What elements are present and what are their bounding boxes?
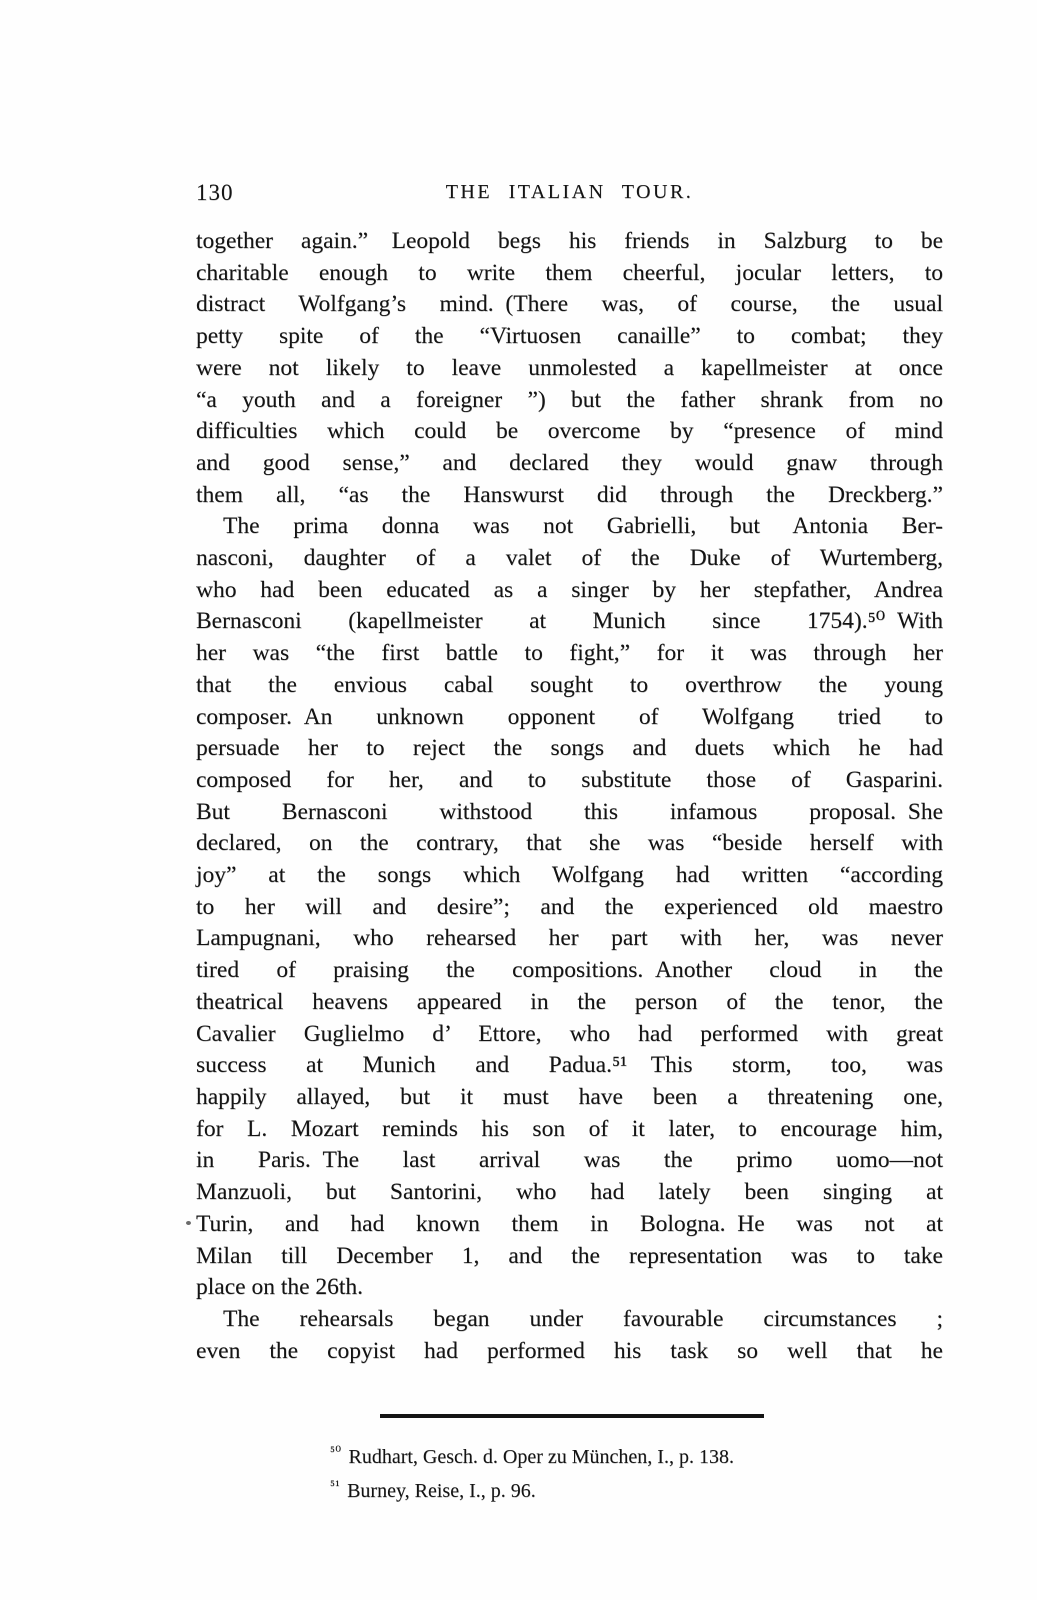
footnote-marker: ⁵⁰ <box>330 1445 342 1460</box>
body-line: place on the 26th. <box>196 1274 364 1301</box>
footnote-rule <box>380 1414 764 1418</box>
body-line: her was “the first battle to fight,” for it was through her <box>196 640 943 667</box>
body-line: The prima donna was not Gabrielli, but Antonia Ber- <box>223 513 943 540</box>
body-line: to her will and desire”; and the experienced old maestro <box>196 893 943 920</box>
body-line: composer. An unknown opponent of Wolfgang tried to <box>196 703 943 730</box>
footnote <box>330 1472 890 1506</box>
scan-speck <box>186 1221 191 1225</box>
body-line: success at Munich and Padua.⁵¹ This storm, too, was <box>196 1052 943 1079</box>
body-line: Cavalier Guglielmo d’ Ettore, who had performed with great <box>196 1020 943 1047</box>
body-line: were not likely to leave unmolested a kapellmeister at once <box>196 354 943 381</box>
body-line: declared, on the contrary, that she was “beside herself with <box>196 830 943 857</box>
body-line: charitable enough to write them cheerful, jocular letters, to <box>196 259 943 286</box>
body-line: “a youth and a foreigner ”) but the father shrank from no <box>196 386 943 413</box>
body-line: difficulties which could be overcome by “presence of mind <box>196 418 943 445</box>
body-line: joy” at the songs which Wolfgang had written “according <box>196 862 943 889</box>
body-line: tired of praising the compositions. Another cloud in the <box>196 957 943 984</box>
body-line: theatrical heavens appeared in the person of the tenor, the <box>196 988 943 1015</box>
body-line: But Bernasconi withstood this infamous proposal. She <box>196 798 943 825</box>
body-line: in Paris. The last arrival was the primo uomo—not <box>196 1147 943 1174</box>
body-line: together again.” Leopold begs his friends in Salzburg to be <box>196 228 943 254</box>
body-line: Manzuoli, but Santorini, who had lately been singing at <box>196 1179 943 1206</box>
body-line: composed for her, and to substitute those of Gasparini. <box>196 766 943 793</box>
running-title: THE ITALIAN TOUR. <box>445 181 694 203</box>
body-line: Turin, and had known them in Bologna. He was not at <box>196 1210 943 1237</box>
body-line: that the envious cabal sought to overthrow the young <box>196 671 943 698</box>
body-line: happily allayed, but it must have been a threatening one, <box>196 1083 943 1110</box>
body-line: and good sense,” and declared they would gnaw through <box>196 449 943 476</box>
body-line: even the copyist had performed his task so well that he <box>196 1337 943 1364</box>
body-line: distract Wolfgang’s mind. (There was, of course, the usual <box>196 291 943 318</box>
footnote-text: Burney, Reise, I., p. 96. <box>347 1480 536 1502</box>
body-line: Milan till December 1, and the representation was to take <box>196 1242 943 1269</box>
footnote-text: Rudhart, Gesch. d. Oper zu München, I., p. 138. <box>348 1446 734 1468</box>
body-line: Lampugnani, who rehearsed her part with her, was never <box>196 925 943 952</box>
body-line: nasconi, daughter of a valet of the Duke of Wurtemberg, <box>196 545 943 572</box>
footnotes <box>330 1438 890 1506</box>
body-line: who had been educated as a singer by her stepfather, Andrea <box>196 576 943 603</box>
page-number: 130 <box>196 180 234 205</box>
footnote-marker: ⁵¹ <box>330 1479 341 1494</box>
body-line: petty spite of the “Virtuosen canaille” to combat; they <box>196 323 943 350</box>
body-line: for L. Mozart reminds his son of it later, to encourage him, <box>196 1115 943 1142</box>
footnote <box>330 1438 890 1472</box>
body-line: Bernasconi (kapellmeister at Munich since 1754).⁵⁰ With <box>196 608 943 635</box>
body-line: persuade her to reject the songs and duets which he had <box>196 735 943 762</box>
body-line: them all, “as the Hanswurst did through the Dreckberg.” <box>196 481 943 508</box>
body-line: The rehearsals began under favourable circumstances ; <box>223 1305 943 1332</box>
body-text <box>196 226 943 1367</box>
page-header <box>196 178 943 208</box>
